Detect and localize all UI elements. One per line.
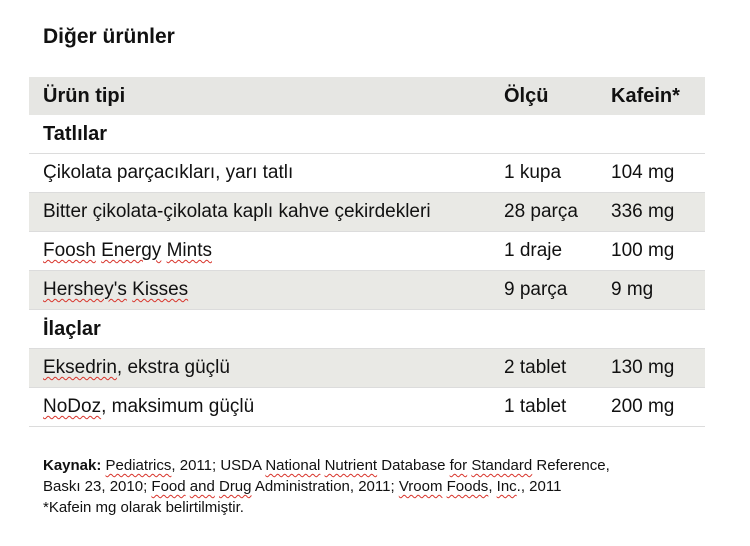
source-text: Food	[151, 478, 186, 495]
source-label: Kaynak:	[43, 457, 102, 474]
product-name-part: Eksedrin	[43, 357, 117, 378]
table-row	[29, 349, 705, 388]
product-name-part: Foosh	[43, 240, 96, 261]
product-cell	[29, 271, 494, 310]
section-row-desserts	[29, 115, 705, 154]
product-name-part: , ekstra güçlü	[116, 357, 230, 378]
header-measure: Ölçü	[494, 77, 607, 115]
table-row	[29, 232, 705, 271]
source-text: , 2011; USDA	[171, 457, 266, 474]
source-text: ., 2011	[516, 478, 562, 495]
table-row	[29, 388, 705, 427]
caffeine-cell: 104 mg	[607, 154, 705, 193]
measure-cell: 9 parça	[494, 271, 607, 310]
source-text: and	[189, 478, 215, 495]
caffeine-cell: 200 mg	[607, 388, 705, 427]
source-text: Inc	[496, 478, 517, 495]
product-name-part: NoDoz	[43, 396, 102, 417]
caffeine-cell: 9 mg	[607, 271, 705, 310]
product-cell	[29, 232, 494, 271]
product-cell	[29, 349, 494, 388]
source-text: Standard	[471, 457, 533, 474]
caffeine-cell: 130 mg	[607, 349, 705, 388]
caffeine-cell: 336 mg	[607, 193, 705, 232]
caffeine-table	[29, 77, 705, 427]
measure-cell: 1 draje	[494, 232, 607, 271]
section-row-medicines	[29, 310, 705, 349]
source-text: National	[265, 457, 321, 474]
measure-cell: 1 kupa	[494, 154, 607, 193]
source-text: Administration, 2011;	[251, 478, 399, 495]
source-text: Vroom	[398, 478, 443, 495]
header-caffeine: Kafein*	[607, 77, 705, 115]
section-title: İlaçlar	[29, 310, 705, 349]
product-name-part: Energy	[101, 240, 162, 261]
product-name-part: Hershey's	[43, 279, 127, 300]
source-note	[43, 455, 733, 518]
source-text: Database	[377, 457, 450, 474]
source-text: Baskı 23, 2010;	[43, 478, 152, 495]
source-text: for	[449, 457, 468, 474]
source-text: Nutrient	[324, 457, 378, 474]
source-text: Reference,	[532, 457, 610, 474]
source-text: ,	[488, 478, 497, 495]
table-header-row	[29, 77, 705, 115]
caffeine-cell: 100 mg	[607, 232, 705, 271]
source-text: Drug	[218, 478, 252, 495]
page-title: Diğer ürünler	[43, 25, 175, 48]
table-row	[29, 154, 705, 193]
measure-cell: 1 tablet	[494, 388, 607, 427]
measure-cell: 2 tablet	[494, 349, 607, 388]
product-name-part: Kisses	[132, 279, 189, 300]
source-citation	[43, 455, 733, 497]
source-text: Foods	[446, 478, 489, 495]
product-cell	[29, 388, 494, 427]
product-cell: Çikolata parçacıkları, yarı tatlı	[29, 154, 494, 193]
footnote: *Kafein mg olarak belirtilmiştir.	[43, 499, 244, 516]
product-name-part: Mints	[166, 240, 212, 261]
measure-cell: 28 parça	[494, 193, 607, 232]
product-cell: Bitter çikolata-çikolata kaplı kahve çekirdekleri	[29, 193, 494, 232]
section-title: Tatlılar	[29, 115, 705, 154]
header-product: Ürün tipi	[29, 77, 494, 115]
product-name-part: , maksimum güçlü	[101, 396, 255, 417]
table-row	[29, 193, 705, 232]
table-row	[29, 271, 705, 310]
source-text: Pediatrics	[105, 457, 172, 474]
